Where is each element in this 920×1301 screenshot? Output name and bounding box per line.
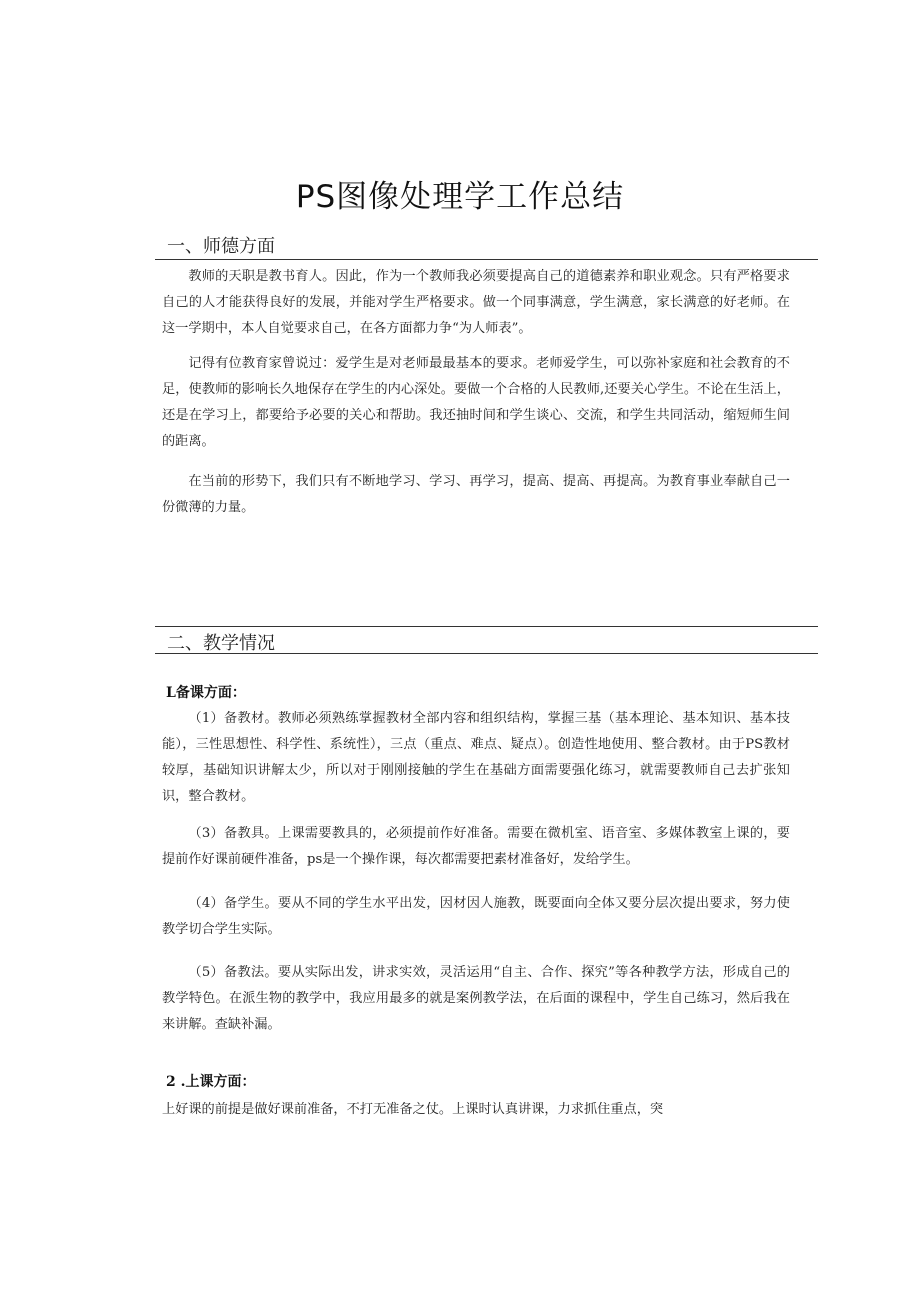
list-item: （1）备教材。教师必须熟练掌握教材全部内容和组织结构，掌握三基（基本理论、基本知识、基本技能），三性思想性、科学性、系统性），三点（重点、难点、疑点）。创造性地使用、整合教材。由于PS教材较厚，基础知识讲解太少，所以对于刚刚接触的学生在基础方面需要强化练习，就需要教师自己去扩张知识，整合教材。	[162, 711, 790, 804]
section-divider	[155, 259, 818, 260]
page-title: PS图像处理学工作总结	[295, 179, 625, 215]
sub-heading-class: 2 .上课方面：	[166, 1074, 256, 1090]
section-heading-label: 一、师德方面	[167, 236, 275, 257]
section-heading-label: 二、教学情况	[167, 633, 275, 654]
sub-heading-lesson-prep: L备课方面：	[166, 685, 246, 701]
section-heading-ethics	[155, 232, 818, 260]
section-divider	[155, 626, 818, 627]
list-item: （3）备教具。上课需要教具的，必须提前作好准备。需要在微机室、语音室、多媒体教室上课的，要提前作好课前硬件准备，ps是一个操作课，每次都需要把素材准备好，发给学生。	[162, 826, 790, 867]
section-divider	[155, 653, 818, 654]
list-item: （5）备教法。要从实际出发，讲求实效，灵活运用“自主、合作、探究”等各种教学方法，形成自己的教学特色。在派生物的教学中，我应用最多的就是案例教学法，在后面的课程中，学生自己练习，然后我在来讲解。查缺补漏。	[162, 965, 790, 1032]
list-item: （4）备学生。要从不同的学生水平出发，因材因人施教，既要面向全体又要分层次提出要求，努力使教学切合学生实际。	[162, 896, 790, 937]
paragraph: 教师的天职是教书育人。因此，作为一个教师我必须要提高自己的道德素养和职业观念。只有严格要求自己的人才能获得良好的发展，并能对学生严格要求。做一个同事满意，学生满意，家长满意的好老师。在这一学期中，本人自觉要求自己，在各方面都力争“为人师表”。	[162, 269, 790, 336]
paragraph: 在当前的形势下，我们只有不断地学习、学习、再学习，提高、提高、再提高。为教育事业奉献自己一份微薄的力量。	[162, 474, 790, 515]
paragraph: 上好课的前提是做好课前准备，不打无准备之仗。上课时认真讲课，力求抓住重点，突	[162, 1102, 664, 1117]
paragraph: 记得有位教育家曾说过：爱学生是对老师最最基本的要求。老师爱学生，可以弥补家庭和社会教育的不足，使教师的影响长久地保存在学生的内心深处。要做一个合格的人民教师,还要关心学生。不论在生活上，还是在学习上，都要给予必要的关心和帮助。我还抽时间和学生谈心、交流，和学生共同活动，缩短师生间的距离。	[162, 356, 790, 449]
section-heading-teaching	[155, 626, 818, 654]
